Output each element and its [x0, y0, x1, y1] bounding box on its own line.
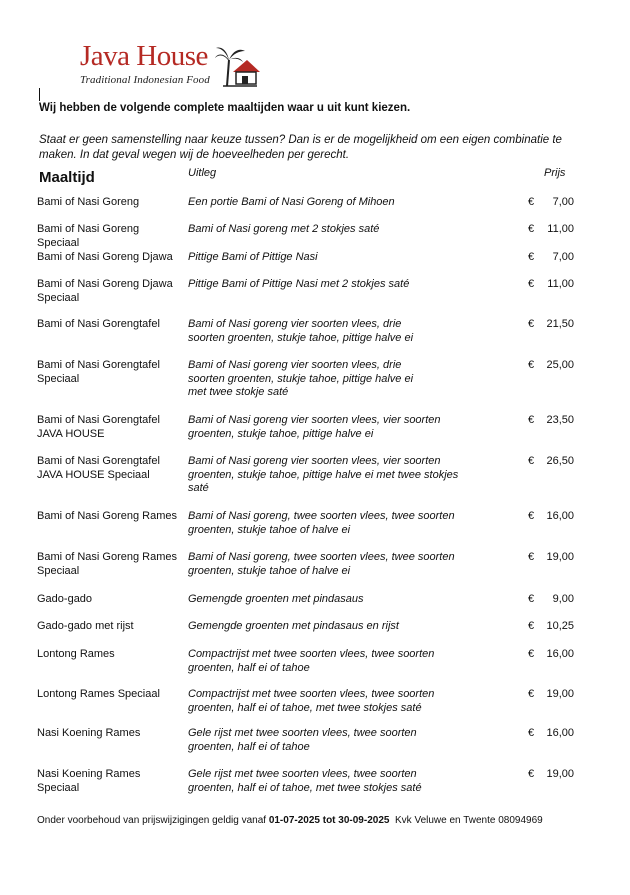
- meal-description: Bami of Nasi goreng vier soorten vlees, vier soorten groenten, stukje tahoe, pittige halve ei met twee stokjes saté: [188, 455, 459, 494]
- meal-price: 7,00: [552, 251, 574, 263]
- logo-subtitle: Traditional Indonesian Food: [80, 74, 210, 86]
- brand-logo: [80, 40, 280, 90]
- meal-description: Bami of Nasi goreng, twee soorten vlees, twee soorten groenten, stukje tahoe of halve ei: [188, 551, 455, 577]
- meal-description: Gemengde groenten met pindasaus: [188, 593, 364, 605]
- meal-name: Bami of Nasi Goreng Rames: [37, 510, 177, 522]
- meal-name: Bami of Nasi Goreng: [37, 196, 140, 208]
- meal-price: 16,00: [546, 510, 574, 522]
- meal-price: 16,00: [546, 648, 574, 660]
- intro-note: Staat er geen samenstelling naar keuze tussen? Dan is er de mogelijkheid om een eigen combinatie te maken. In dat geval wegen wij de hoeveelheden per gerecht.: [39, 134, 562, 161]
- meal-description: Bami of Nasi goreng vier soorten vlees, drie soorten groenten, stukje tahoe, pittige halve ei: [188, 318, 414, 344]
- meal-price: 21,50: [546, 318, 574, 330]
- meal-description: Bami of Nasi goreng vier soorten vlees, vier soorten groenten, stukje tahoe, pittige halve ei: [188, 414, 441, 440]
- meal-description: Pittige Bami of Pittige Nasi met 2 stokjes saté: [188, 278, 410, 290]
- meal-name: Bami of Nasi Gorengtafel JAVA HOUSE: [37, 414, 160, 440]
- currency-symbol: €: [528, 620, 535, 632]
- meal-name: Bami of Nasi Goreng Rames Speciaal: [37, 551, 177, 577]
- currency-symbol: €: [528, 510, 535, 522]
- meal-price: 26,50: [546, 455, 574, 467]
- currency-symbol: €: [528, 359, 535, 371]
- meal-name: Bami of Nasi Goreng Djawa Speciaal: [37, 278, 173, 304]
- meal-name: Bami of Nasi Goreng Speciaal: [37, 223, 140, 249]
- meal-description: Gemengde groenten met pindasaus en rijst: [188, 620, 399, 632]
- currency-symbol: €: [528, 318, 535, 330]
- meal-name: Gado-gado met rijst: [37, 620, 134, 632]
- footer-mid: tot: [319, 815, 339, 826]
- intro-heading: Wij hebben de volgende complete maaltijden waar u uit kunt kiezen.: [39, 102, 411, 114]
- palm-house-icon: [213, 42, 261, 88]
- logo-title: Java House: [80, 40, 208, 72]
- currency-symbol: €: [528, 727, 535, 739]
- meal-price: 11,00: [547, 223, 574, 235]
- meal-price: 23,50: [546, 414, 574, 426]
- currency-symbol: €: [528, 196, 535, 208]
- currency-symbol: €: [528, 648, 535, 660]
- footer-date-from: 01-07-2025: [268, 815, 320, 826]
- meal-description: Gele rijst met twee soorten vlees, twee soorten groenten, half ei of tahoe: [188, 727, 417, 753]
- meal-name: Nasi Koening Rames: [37, 727, 141, 739]
- meal-description: Compactrijst met twee soorten vlees, twee soorten groenten, half ei of tahoe, met twee stokjes saté: [188, 688, 435, 714]
- meal-name: Bami of Nasi Gorengtafel Speciaal: [37, 359, 160, 385]
- meal-price: 11,00: [547, 278, 574, 290]
- meal-price: 19,00: [546, 551, 574, 563]
- meal-description: Bami of Nasi goreng, twee soorten vlees, twee soorten groenten, stukje tahoe of halve ei: [188, 510, 455, 536]
- meal-description: Gele rijst met twee soorten vlees, twee soorten groenten, half ei of tahoe, met twee stokjes saté: [188, 768, 422, 794]
- currency-symbol: €: [528, 278, 535, 290]
- meal-description: Een portie Bami of Nasi Goreng of Mihoen: [188, 196, 395, 208]
- meal-name: Lontong Rames: [37, 648, 115, 660]
- meal-price: 16,00: [546, 727, 574, 739]
- meal-name: Bami of Nasi Gorengtafel JAVA HOUSE Speciaal: [37, 455, 160, 481]
- text-cursor: [39, 88, 40, 101]
- currency-symbol: €: [528, 455, 535, 467]
- column-header-description: Uitleg: [188, 167, 217, 179]
- meal-name: Lontong Rames Speciaal: [37, 688, 160, 700]
- meal-price: 10,25: [546, 620, 574, 632]
- meal-description: Compactrijst met twee soorten vlees, twee soorten groenten, half ei of tahoe: [188, 648, 435, 674]
- meal-name: Bami of Nasi Goreng Djawa: [37, 251, 173, 263]
- meal-price: 25,00: [546, 359, 574, 371]
- column-header-price: Prijs: [544, 167, 566, 179]
- currency-symbol: €: [528, 251, 535, 263]
- meal-name: Bami of Nasi Gorengtafel: [37, 318, 160, 330]
- currency-symbol: €: [528, 414, 535, 426]
- currency-symbol: €: [528, 768, 535, 780]
- meal-name: Nasi Koening Rames Speciaal: [37, 768, 141, 794]
- meal-price: 9,00: [552, 593, 574, 605]
- column-header-meal: Maaltijd: [39, 169, 95, 186]
- currency-symbol: €: [528, 593, 535, 605]
- currency-symbol: €: [528, 688, 535, 700]
- meal-description: Pittige Bami of Pittige Nasi: [188, 251, 318, 263]
- footer-kvk: Kvk Veluwe en Twente 08094969: [389, 815, 543, 826]
- meal-price: 19,00: [546, 688, 574, 700]
- currency-symbol: €: [528, 223, 535, 235]
- meal-description: Bami of Nasi goreng met 2 stokjes saté: [188, 223, 380, 235]
- meal-price: 19,00: [546, 768, 574, 780]
- meal-description: Bami of Nasi goreng vier soorten vlees, drie soorten groenten, stukje tahoe, pittige halve ei met twee stokje saté: [188, 359, 414, 398]
- footer-note: [37, 815, 543, 826]
- footer-prefix: Onder voorbehoud van prijswijzigingen geldig vanaf: [37, 815, 269, 826]
- meal-name: Gado-gado: [37, 593, 93, 605]
- currency-symbol: €: [528, 551, 535, 563]
- meal-price: 7,00: [552, 196, 574, 208]
- footer-date-to: 30-09-2025: [338, 815, 390, 826]
